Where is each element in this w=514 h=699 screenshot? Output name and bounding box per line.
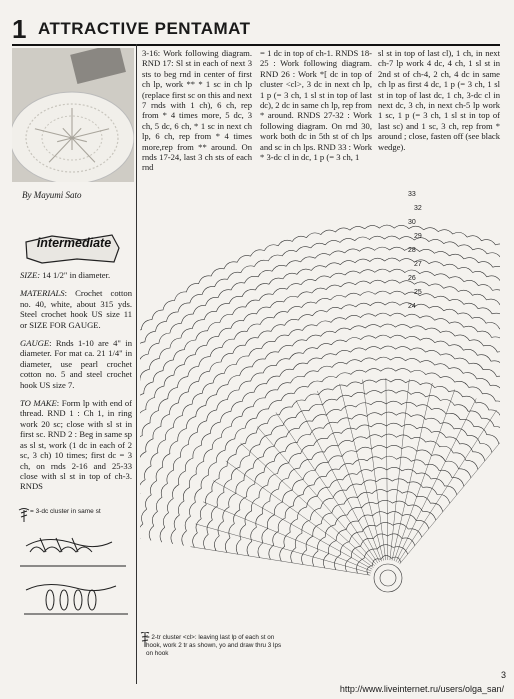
round-number-label: 32 bbox=[414, 205, 422, 212]
legend-2tr-cluster: = 2-tr cluster <cl>: leaving last lp of each st on hook, work 2 tr as shown, yo and draw thru 3 lps on hook bbox=[146, 634, 282, 657]
pattern-title: ATTRACTIVE PENTAMAT bbox=[38, 19, 251, 38]
crochet-chart-diagram bbox=[140, 178, 500, 628]
doily-photo bbox=[12, 48, 134, 182]
gauge-text: : Rnds 1-10 are 4" in diameter. For mat ca. 21 1/4" in diameter, use pearl crochet cotton no. 5 and steel crochet hook US size 7. bbox=[20, 338, 132, 390]
materials-block bbox=[20, 270, 132, 500]
size-label: SIZE: bbox=[20, 270, 41, 280]
instructions-column-3: sl st in top of last cl), 1 ch, in next ch-7 lp work 4 dc, 4 ch, 1 sl st in 2nd st of ch-4, 2 ch, 4 dc in same ch lp as first 4 dc, 1 p (= 3 ch, 1 sl st in top of last dc, 1 ch, 3-dc cl in next dc, 3 ch, in next ch-5 lp work 1 sc, 1 p (= 3 ch, 1 sl st in top of last sc) and 1 sc, 3 ch, rep from * around ; close, fasten off (see black wedge). bbox=[378, 48, 500, 152]
source-url: http://www.liveinternet.ru/users/olga_san/ bbox=[339, 684, 504, 694]
materials-label: MATERIALS bbox=[20, 288, 65, 299]
round-number-label: 28 bbox=[408, 247, 416, 254]
pattern-header bbox=[12, 16, 500, 46]
page-number: 3 bbox=[500, 670, 506, 680]
round-number-label: 29 bbox=[414, 233, 422, 240]
difficulty-badge: intermediate bbox=[36, 236, 112, 250]
instructions-column-1: 3-16: Work following diagram. RND 17: Sl st in each of next 3 sts to beg rnd in center of first ch lp, work ** * 1 sc in ch lp (replace first sc on this and next 7 rnds with 1 ch), 6 ch, rep from * 4 times more, 5 dc, 3 ch, 5 dc, 6 ch, * 1 sc in next ch lp, 6 ch, rep from * 4 times more,rep from ** around. On rnds 17-24, last 3 ch sts of each rnd bbox=[142, 48, 252, 173]
stitch-legend-illustrations bbox=[16, 506, 140, 636]
to-make-label: TO MAKE bbox=[20, 398, 57, 409]
round-number-label: 25 bbox=[414, 289, 422, 296]
pattern-number: 1 bbox=[12, 14, 27, 44]
round-number-label: 24 bbox=[408, 303, 416, 310]
round-number-label: 33 bbox=[408, 191, 416, 198]
round-number-label: 27 bbox=[414, 261, 422, 268]
instructions-column-2: = 1 dc in top of ch-1. RNDS 18-25 : Work following diagram. RND 26 : Work *[ dc in top of cluster <cl>, 3 dc in next ch lp, 1 p (= 3 ch, 1 sl st in top of last dc), 2 dc in same ch lp, rep from * around. RNDS 27-32 : Work following diagram. On rnd 30, work both dc in 5th st of ch lps and sc in ch lps. RND 33 : Work * 3-dc cl in dc, 1 p (= 3 ch, 1 bbox=[260, 48, 372, 163]
round-number-label: 30 bbox=[408, 219, 416, 226]
to-make-text: : Form lp with end of thread. RND 1 : Ch 1, in ring work 20 sc; close with sl st in first sc. RND 2 : Beg in same sp as sl st, work (1 dc in each of 2 sc, 3 ch) 10 times; first dc = 3 ch, on rnds 2-16 and 25-33 close with sl st in top of ch-3. RNDS bbox=[20, 398, 132, 492]
designer-byline: By Mayumi Sato bbox=[22, 190, 82, 200]
legend-3dc-cluster: = 3-dc cluster in same st bbox=[30, 508, 101, 515]
round-number-label: 26 bbox=[408, 275, 416, 282]
gauge-label: GAUGE bbox=[20, 338, 50, 349]
materials-text: : Crochet cotton no. 40, white, about 315 yds. Steel crochet hook US size 11 or SIZE FOR GAUGE. bbox=[20, 288, 132, 330]
size-text: 14 1/2" in diameter. bbox=[40, 270, 111, 280]
